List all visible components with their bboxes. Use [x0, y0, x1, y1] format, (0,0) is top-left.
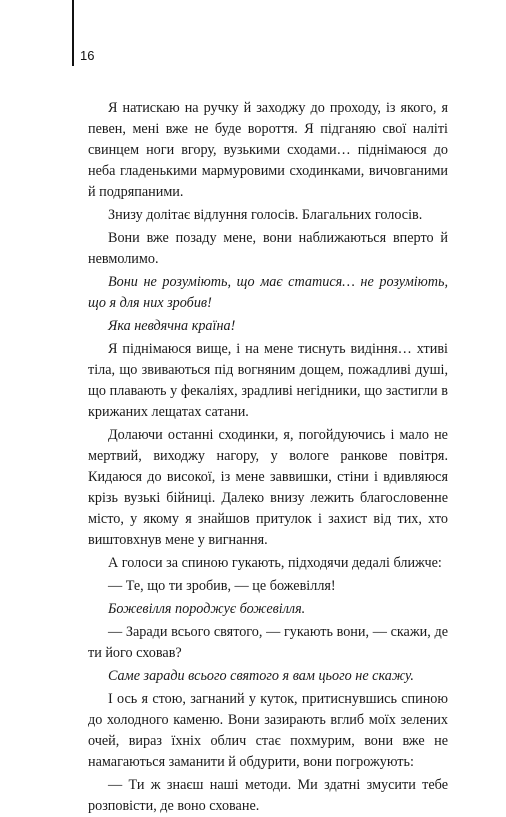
- paragraph-2: Знизу долітає відлуння голосів. Благальних голосів.: [108, 207, 423, 223]
- paragraph-3: Вони вже позаду мене, вони наближаються вперто й невмолимо.: [88, 230, 448, 267]
- body-text: [88, 98, 448, 817]
- paragraph-1: Я натискаю на ручку й заходжу до проходу, із якого, я певен, мені вже не буде вороття. Я підганяю свої наліті свинцем ноги вгору, вузькими сходами… піднімаюся до неба гладенькими мармуровими сходинками, вичовганими й подряпаними.: [88, 100, 448, 200]
- paragraph-12: Саме заради всього святого я вам цього не скажу.: [108, 668, 414, 684]
- paragraph-6: Я піднімаюся вище, і на мене тиснуть видіння… хтиві тіла, що звиваються під вогняним дощем, пожадливі душі, що плавають у фекаліях, зрадливі негідники, що застигли в крижаних лещатах сатани.: [88, 341, 448, 420]
- paragraph-14: — Ти ж знаєш наші методи. Ми здатні змусити тебе розповісти, де воно сховане.: [88, 777, 448, 814]
- page-number: 16: [80, 48, 95, 63]
- paragraph-9: — Те, що ти зробив, — це божевілля!: [108, 578, 336, 594]
- header-rule: [72, 0, 74, 66]
- paragraph-13: І ось я стою, загнаний у куток, притиснувшись спиною до холодного каменю. Вони зазирають вглиб моїх зелених очей, вираз їхніх облич стає похмурим, вони вже не намагаються заманити й обдурити, вони погрожують:: [88, 691, 448, 770]
- paragraph-8: А голоси за спиною гукають, підходячи дедалі ближче:: [108, 555, 442, 571]
- paragraph-7: Долаючи останні сходинки, я, погойдуючись і мало не мертвий, виходжу нагору, у вологе ранкове повітря. Кидаюся до високої, із мене заввишки, стіни і вдивляюся крізь вузькі бійниці. Далеко внизу лежить благословенне місто, у якому я знайшов притулок і захист від тих, хто виштовхнув мене у вигнання.: [88, 427, 448, 548]
- paragraph-5: Яка невдячна країна!: [108, 318, 236, 334]
- paragraph-4: Вони не розуміють, що має статися… не розуміють, що я для них зробив!: [88, 274, 448, 311]
- paragraph-11: — Заради всього святого, — гукають вони, — скажи, де ти його сховав?: [88, 624, 448, 661]
- paragraph-10: Божевілля породжує божевілля.: [108, 601, 306, 617]
